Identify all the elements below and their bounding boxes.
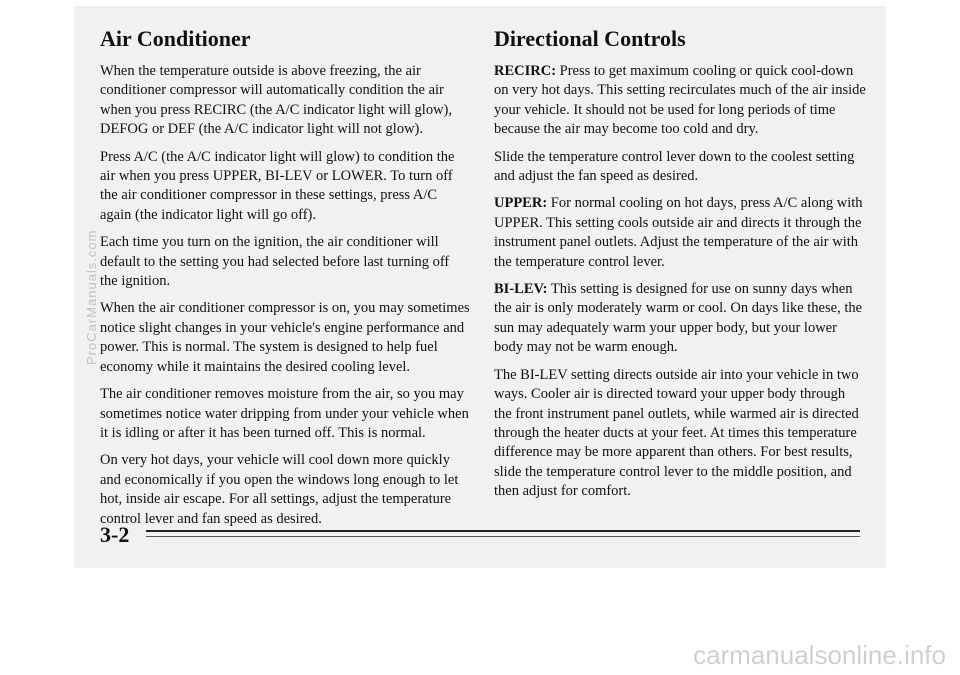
bilev-term: BI-LEV: [494, 281, 548, 298]
ac-paragraph-1: When the temperature outside is above freezing, the air conditioner compressor will automatically condition the air when you press RECIRC (the A/C indicator light will glow), DEFOG or DEF (the A/C indicator light will not glow). [100, 63, 453, 138]
footer-rule-thin [146, 536, 860, 537]
ac-paragraph-6: On very hot days, your vehicle will cool down more quickly and economically if you open the windows long enough to let hot, inside air escape. For all settings, adjust the temperature control lever and fan speed as desired. [100, 452, 459, 527]
ac-paragraph-4: When the air conditioner compressor is on, you may sometimes notice slight changes in your vehicle's engine performance and power. This is normal. The system is designed to help fuel economy while it maintains the desired cooling level. [100, 300, 470, 375]
directional-controls-heading: Directional Controls [494, 26, 686, 51]
bilev-detail-paragraph: The BI-LEV setting directs outside air into your vehicle in two ways. Cooler air is directed toward your upper body through the front instrument panel outlets, while warmed air is directed through the heater ducts at your feet. At times this temperature difference may be more apparent than others. For best results, slide the temperature control lever to the middle position, and then adjust for comfort. [494, 366, 859, 500]
side-watermark: ProCarManuals.com [84, 229, 99, 365]
upper-term: UPPER: [494, 195, 548, 212]
footer-rule-thick [146, 530, 860, 532]
ac-paragraph-3: Each time you turn on the ignition, the air conditioner will default to the setting you had selected before last turning off the ignition. [100, 234, 450, 290]
air-conditioner-section [100, 26, 470, 537]
bilev-paragraph [494, 280, 866, 358]
air-conditioner-heading: Air Conditioner [100, 26, 251, 51]
ac-paragraph-2: Press A/C (the A/C indicator light will glow) to condition the air when you press UPPER, BI-LEV or LOWER. To turn off the air conditioner compressor in these settings, press A/C again (the indicator light will go off). [100, 148, 455, 223]
ac-paragraph-5: The air conditioner removes moisture from the air, so you may sometimes notice water dripping from under your vehicle when it is idling or after it has been turned off. This is normal. [100, 386, 469, 441]
recirc-paragraph [494, 62, 866, 140]
upper-text: For normal cooling on hot days, press A/C along with UPPER. This setting cools outside air and directs it through the instrument panel outlets. Adjust the temperature of the air with the temperature control lever. [494, 195, 863, 270]
recirc-text: Press to get maximum cooling or quick cool-down on very hot days. This setting recirculates much of the air inside your vehicle. It should not be used for long periods of time because the air may become too cold and dry. [494, 63, 866, 138]
page-number: 3-2 [100, 522, 130, 547]
bottom-watermark: carmanualsonline.info [693, 640, 946, 670]
slide-lever-paragraph: Slide the temperature control lever down to the coolest setting and adjust the fan speed as desired. [494, 148, 855, 185]
directional-controls-section [494, 26, 866, 510]
page-footer [100, 520, 860, 550]
recirc-term: RECIRC: [494, 63, 557, 79]
upper-paragraph [494, 194, 866, 272]
bilev-text: This setting is designed for use on sunny days when the air is only moderately warm or cool. On days like these, the sun may adequately warm your upper body, but your lower body may not be warm enough. [494, 281, 863, 356]
